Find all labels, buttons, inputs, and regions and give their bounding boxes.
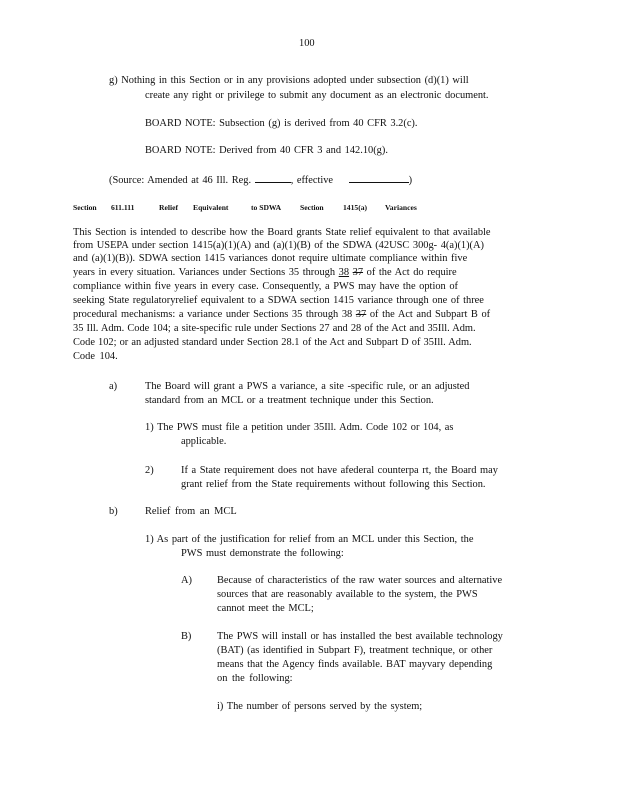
- source-blank-2: [349, 173, 409, 183]
- source-note: [109, 173, 412, 187]
- page-number: 100: [299, 38, 315, 49]
- item-b1-line1: 1) As part of the justification for relief from an MCL under this Section, the: [145, 534, 474, 545]
- item-a-label: a): [109, 381, 118, 392]
- intro-line-3: and (a)(1)(B)). SDWA section 1415 variances donot require ultimate compliance within five: [73, 253, 468, 264]
- item-b1-line2: PWS must demonstrate the following:: [181, 548, 344, 559]
- section-title-w1: Relief: [159, 203, 178, 212]
- item-bB-line4: on the following:: [217, 673, 293, 684]
- intro-line-4: [73, 267, 457, 279]
- section-title-w2: Equivalent: [193, 203, 229, 212]
- board-note-1: BOARD NOTE: Subsection (g) is derived from 40 CFR 3.2(c).: [145, 118, 418, 129]
- item-bB-label: B): [181, 631, 192, 642]
- subsection-g-line1: g) Nothing in this Section or in any provisions adopted under subsection (d)(1) will: [109, 75, 469, 86]
- intro-line-10: Code 104.: [73, 351, 118, 362]
- board-note-2: BOARD NOTE: Derived from 40 CFR 3 and 142.10(g).: [145, 145, 388, 156]
- item-a-line2: standard from an MCL or a treatment technique under this Section.: [145, 395, 434, 406]
- section-label: Section: [73, 203, 97, 212]
- item-a2-line1: If a State requirement does not have afederal counterpa rt, the Board may: [181, 465, 498, 476]
- deleted-37: 37: [352, 267, 364, 278]
- section-title-w6: Variances: [385, 203, 417, 212]
- source-blank-1: [255, 173, 291, 183]
- deleted-37-b: 37: [355, 309, 367, 320]
- item-a2-line2: grant relief from the State requirements without following this Section.: [181, 479, 486, 490]
- item-a1-line2: applicable.: [181, 436, 227, 447]
- item-bBi-line1: i) The number of persons served by the system;: [217, 701, 423, 712]
- item-bB-line2: (BAT) (as identified in Subpart F), treatment technique, or other: [217, 645, 493, 656]
- item-b-title: Relief from an MCL: [145, 506, 237, 517]
- section-title-w3: to SDWA: [251, 203, 282, 212]
- item-bA-line1: Because of characteristics of the raw water sources and alternative: [217, 575, 503, 586]
- item-b-label: b): [109, 506, 118, 517]
- item-a2-label: 2): [145, 465, 154, 476]
- item-bA-line3: cannot meet the MCL;: [217, 603, 314, 614]
- intro-line-2: from USEPA under section 1415(a)(1)(A) and (a)(1)(B) of the SDWA (42USC 300g- 4(a)(1)(A): [73, 240, 484, 251]
- section-title-w4: Section: [300, 203, 324, 212]
- intro-line-4-text: years in every situation. Variances under Sections 35 through: [73, 267, 336, 278]
- intro-line-4-rest: of the Act do require: [366, 267, 457, 278]
- item-bA-label: A): [181, 575, 192, 586]
- intro-line-7-text: procedural mechanisms: a variance under Sections 35 through 38: [73, 309, 353, 320]
- intro-line-7-rest: of the Act and Subpart B of: [369, 309, 491, 320]
- item-a-line1: The Board will grant a PWS a variance, a site -specific rule, or an adjusted: [145, 381, 470, 392]
- intro-line-7: [73, 309, 490, 321]
- section-title-w5: 1415(a): [343, 203, 368, 212]
- intro-line-1: This Section is intended to describe how the Board grants State relief equivalent to that available: [73, 227, 491, 238]
- source-suffix: ): [408, 175, 413, 186]
- item-a1-line1: 1) The PWS must file a petition under 35Ill. Adm. Code 102 or 104, as: [145, 422, 454, 433]
- intro-line-9: Code 102; or an adjusted standard under Section 28.1 of the Act and Subpart D of 35Ill. Adm.: [73, 337, 472, 348]
- item-bA-line2: sources that are reasonably available to the system, the PWS: [217, 589, 478, 600]
- intro-line-5: compliance within five years in every case. Consequently, a PWS may have the option of: [73, 281, 458, 292]
- subsection-g-line2: create any right or privilege to submit any document as an electronic document.: [145, 90, 489, 101]
- item-bB-line3: means that the Agency finds available. BAT mayvary depending: [217, 659, 493, 670]
- section-number: 611.111: [111, 203, 135, 212]
- intro-line-8: 35 Ill. Adm. Code 104; a site-specific rule under Sections 27 and 28 of the Act and 35Ill. Adm.: [73, 323, 476, 334]
- inserted-38: 38: [338, 267, 350, 278]
- item-bB-line1: The PWS will install or has installed the best available technology: [217, 631, 503, 642]
- intro-line-6: seeking State regulatoryrelief equivalent to a SDWA section 1415 variance through one of three: [73, 295, 484, 306]
- source-mid: , effective: [290, 175, 334, 186]
- source-prefix: (Source: Amended at 46 Ill. Reg.: [109, 175, 252, 186]
